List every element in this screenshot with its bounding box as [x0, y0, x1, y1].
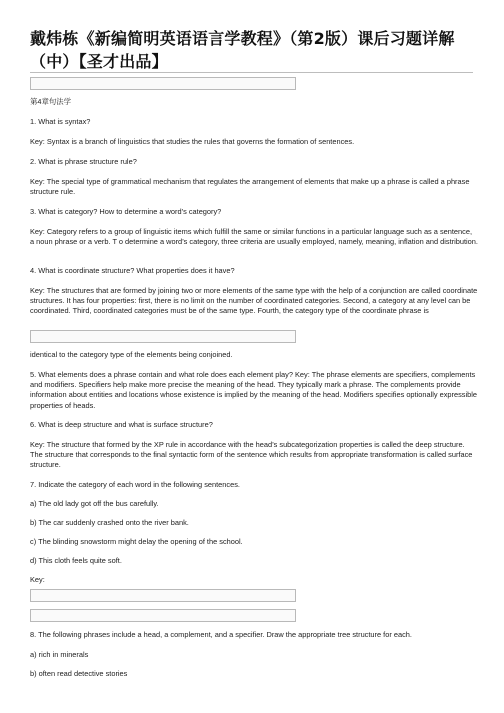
- question: 1. What is syntax?: [30, 117, 91, 126]
- question: 6. What is deep structure and what is surface structure?: [30, 420, 213, 429]
- answer: Key: Syntax is a branch of linguistics that studies the rules that governs the formation of sentences.: [30, 137, 355, 146]
- image-placeholder: [30, 609, 296, 622]
- question: 7. Indicate the category of each word in the following sentences.: [30, 480, 240, 489]
- image-placeholder: [30, 77, 296, 90]
- sentence-item: c) The blinding snowstorm might delay the opening of the school.: [30, 537, 243, 546]
- answer: Key: The structures that are formed by joining two or more elements of the same type with the help of a conjunction are called coordinate structures. It has four properties: first, there is no limit on the number of coordinated categories. Second, a category at any level can be coordinated. Third, coordinated categories must be of the same type. Fourth, the category type of the coordinate phrase is: [30, 286, 478, 316]
- answer-continued: identical to the category type of the elements being conjoined.: [30, 350, 233, 359]
- chapter-heading: 第4章句法学: [30, 97, 72, 106]
- phrase-item: b) often read detective stories: [30, 669, 128, 678]
- question: 4. What is coordinate structure? What properties does it have?: [30, 266, 235, 275]
- answer-label: Key:: [30, 575, 45, 584]
- question: 2. What is phrase structure rule?: [30, 157, 137, 166]
- phrase-item: a) rich in minerals: [30, 650, 89, 659]
- question: 8. The following phrases include a head, a complement, and a specifier. Draw the appropriate tree structure for each.: [30, 630, 412, 639]
- page-title: 戴炜栋《新编简明英语语言学教程》（第2版）课后习题详解（中）【圣才出品】: [30, 29, 455, 71]
- question: 3. What is category? How to determine a word’s category?: [30, 207, 222, 216]
- question-answer: 5. What elements does a phrase contain and what role does each element play? Key: The phrase elements are specifiers, complements and modifiers. Specifiers help make more precise the meaning of the head. They typically mark a phrase. The complements provide information about entities and locations whose existence is implied by the meaning of the head. Modifiers specifies optionally expressible properties of heads.: [30, 370, 477, 410]
- answer: Key: Category refers to a group of linguistic items which fulfill the same or similar functions in a particular language such as a sentence, a noun phrase or a verb. T o determine a word’s category, three criteria are usually employed, namely, meaning, inflation and distribution.: [30, 227, 478, 247]
- image-placeholder: [30, 589, 296, 602]
- answer: Key: The special type of grammatical mechanism that regulates the arrangement of elements that make up a phrase is called a phrase structure rule.: [30, 177, 470, 197]
- sentence-item: b) The car suddenly crashed onto the river bank.: [30, 518, 189, 527]
- image-placeholder: [30, 330, 296, 343]
- sentence-item: a) The old lady got off the bus carefully.: [30, 499, 159, 508]
- answer: Key: The structure that formed by the XP rule in accordance with the head’s subcategorization properties is called the deep structure. The structure that corresponds to the final syntactic form of the sentence which results from appropriate transformation is called surface structure.: [30, 440, 473, 470]
- sentence-item: d) This cloth feels quite soft.: [30, 556, 122, 565]
- title-divider: [30, 72, 473, 73]
